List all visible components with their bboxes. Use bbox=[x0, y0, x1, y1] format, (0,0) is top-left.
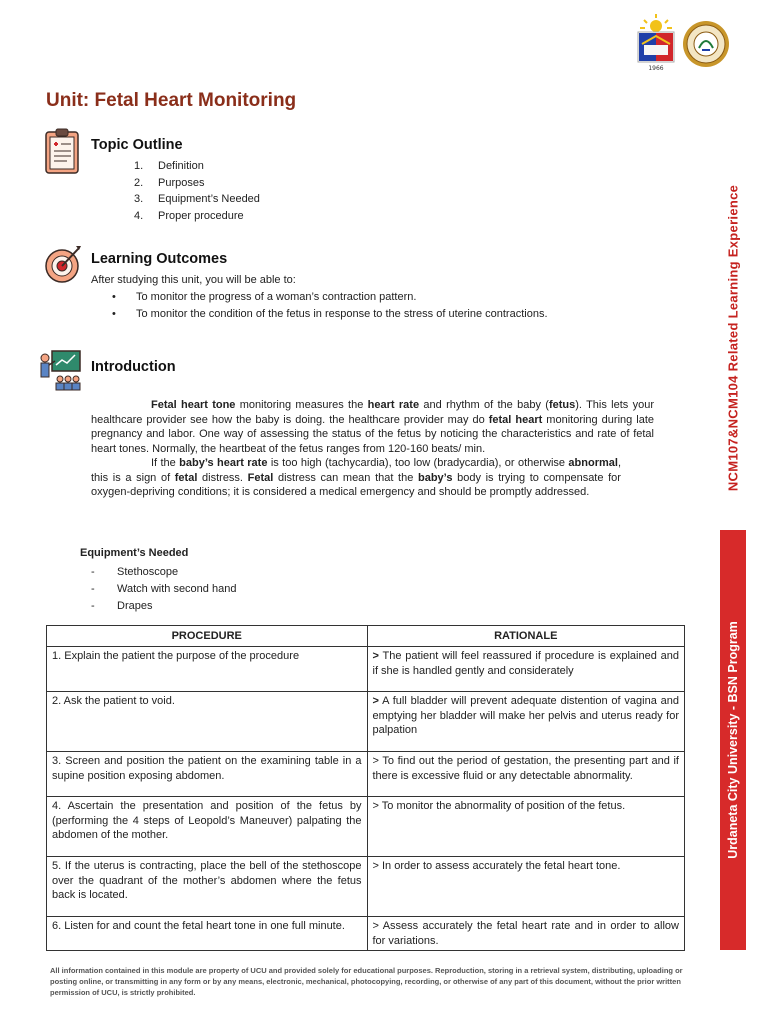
table-header-row bbox=[47, 626, 685, 647]
list-item: 3. Equipment’s Needed bbox=[134, 193, 260, 205]
logo-year: 1966 bbox=[648, 65, 664, 72]
introduction-paragraph-1: Fetal heart tone monitoring measures the heart rate and rhythm of the baby (fetus). This lets your healthcare provider see how the baby is doing. the healthcare provider may do fetal heart monitoring during late pregnancy and labor. One way of assessing the status of the fetus by noticing the characteristics and rate of fetal heart tones. Normally, the heartbeat of the fetus ranges from 120-160 beats/ min. bbox=[91, 399, 655, 455]
procedure-cell: 2. Ask the patient to void. bbox=[47, 692, 368, 752]
list-item: 4. Proper procedure bbox=[134, 209, 244, 222]
rationale-cell: > The patient will feel reassured if procedure is explained and if she is handled gently and considerately bbox=[367, 647, 685, 692]
side-course-label: NCM107&NCM104 Related Learning Experience bbox=[725, 184, 741, 492]
rationale-header: RATIONALE bbox=[367, 626, 685, 647]
side-program-label: Urdaneta City University - BSN Program bbox=[726, 621, 740, 859]
list-item: - Watch with second hand bbox=[91, 581, 236, 598]
table-row bbox=[47, 692, 685, 752]
equipment-list bbox=[91, 564, 236, 615]
list-item: - Stethoscope bbox=[91, 564, 236, 581]
procedure-table bbox=[46, 625, 685, 951]
unit-title: Unit: Fetal Heart Monitoring bbox=[46, 90, 297, 111]
introduction-body bbox=[91, 398, 654, 500]
procedure-cell: 6. Listen for and count the fetal heart tone in one full minute. bbox=[47, 917, 368, 951]
topic-outline-list bbox=[134, 158, 260, 224]
introduction-title: Introduction bbox=[91, 359, 176, 375]
list-item: • To monitor the progress of a woman’s contraction pattern. bbox=[112, 289, 672, 306]
procedure-cell: 5. If the uterus is contracting, place the bell of the stethoscope over the quadrant of the mother’s abdomen where the fetus back is located. bbox=[47, 857, 368, 917]
procedure-cell: 4. Ascertain the presentation and position of the fetus by (performing the 4 steps of Leopold’s Maneuver) palpating the abdomen of the mother. bbox=[47, 797, 368, 857]
teacher-board-icon bbox=[38, 349, 82, 391]
list-item: - Drapes bbox=[91, 598, 236, 615]
rationale-cell: > In order to assess accurately the fetal heart tone. bbox=[367, 857, 685, 917]
seal-logo-right bbox=[682, 20, 730, 68]
rationale-cell: > A full bladder will prevent adequate distention of vagina and emptying her bladder will make her pelvis and uterus ready for palpation bbox=[367, 692, 685, 752]
topic-outline-title: Topic Outline bbox=[91, 137, 183, 153]
procedure-cell: 1. Explain the patient the purpose of the procedure bbox=[47, 647, 368, 692]
equipment-title: Equipment’s Needed bbox=[80, 547, 189, 559]
table-row bbox=[47, 647, 685, 692]
procedure-cell: 3. Screen and position the patient on the examining table in a supine position exposing abdomen. bbox=[47, 752, 368, 797]
learning-outcomes-intro: After studying this unit, you will be able to: bbox=[91, 274, 296, 286]
introduction-paragraph-2: If the baby’s heart rate is too high (tachycardia), too low (bradycardia), or otherwise abnormal, this is a sign of fetal distress. Fetal distress can mean that the baby’s body is trying to compensate for oxygen-depriving conditions; it is considered a medical emergency and should be promptly addressed. bbox=[91, 457, 621, 498]
copyright-footer: All information contained in this module are property of UCU and provided solely for educational purposes. Reproduction, storing in a retrieval system, distributing, uploading or posting online, or transmitting in any form or by any means, electronic, mechanical, photocopying, recording, or otherwise of any part of this document, without the prior written permission of UCU, is strictly prohibited. bbox=[50, 966, 683, 997]
learning-outcomes-title: Learning Outcomes bbox=[91, 251, 228, 267]
rationale-cell: > To find out the period of gestation, the presenting part and if there is excessive fluid or any detectable abnormality. bbox=[367, 752, 685, 797]
clipboard-icon bbox=[45, 128, 79, 174]
rationale-cell: > To monitor the abnormality of position of the fetus. bbox=[367, 797, 685, 857]
table-row bbox=[47, 797, 685, 857]
table-row bbox=[47, 752, 685, 797]
learning-outcomes-list bbox=[112, 289, 672, 323]
rationale-cell: > Assess accurately the fetal heart rate and in order to allow for variations. bbox=[367, 917, 685, 951]
list-item: • To monitor the condition of the fetus in response to the stress of uterine contractions. bbox=[112, 306, 672, 323]
list-item: 2. Purposes bbox=[134, 176, 205, 189]
procedure-header: PROCEDURE bbox=[47, 626, 368, 647]
table-row bbox=[47, 917, 685, 951]
list-item: 1. Definition bbox=[134, 160, 204, 172]
table-row bbox=[47, 857, 685, 917]
seal-logo-left bbox=[632, 14, 680, 74]
target-icon bbox=[44, 244, 84, 284]
